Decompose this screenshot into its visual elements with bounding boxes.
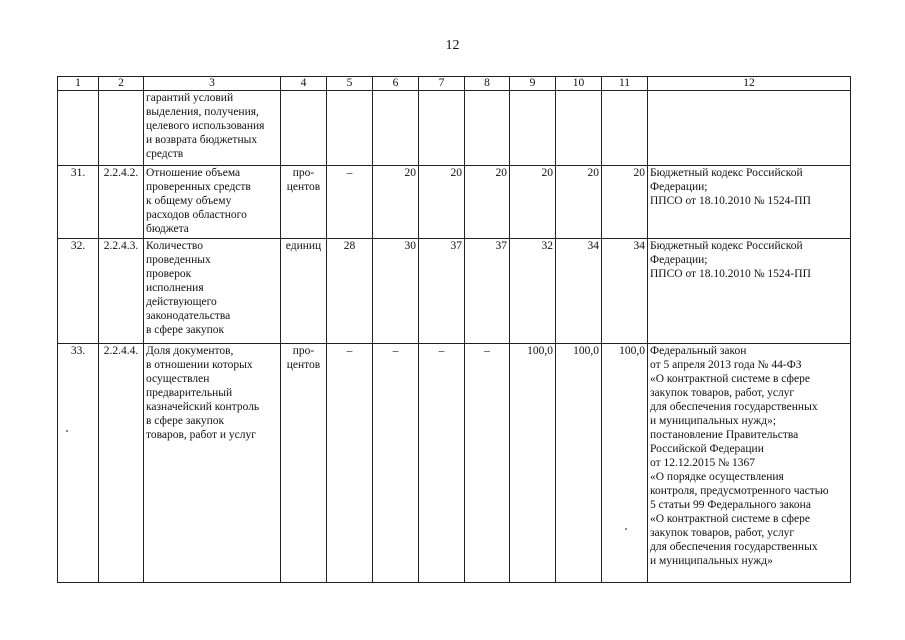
cell-value [419,91,465,166]
col-header: 11 [602,77,648,91]
cell-value: 100,0 [510,344,556,583]
cell-value: – [327,166,373,239]
basis-line: Федерации; [650,254,708,266]
cell-value [327,91,373,166]
name-line: средств [146,148,184,160]
basis-line: от 5 апреля 2013 года № 44-ФЗ [650,359,802,371]
name-line: бюджета [146,223,189,235]
cell-basis [648,91,851,166]
basis-line: закупок товаров, работ, услуг [650,527,795,539]
basis-line: постановление Правительства [650,429,799,441]
unit-line: про- [292,345,315,357]
name-line: выделения, получения, [146,106,259,118]
basis-line: Федеральный закон [650,345,747,357]
header-row [58,77,851,91]
cell-value: – [465,344,510,583]
unit-line: центов [286,181,321,193]
basis-line: и муниципальных нужд» [650,555,773,567]
col-header: 5 [327,77,373,91]
cell-unit [281,166,327,239]
scan-speck [625,528,627,530]
scan-speck [66,430,68,432]
cell-code [99,91,144,166]
cell-value [510,91,556,166]
cell-value [556,91,602,166]
cell-value: 37 [465,239,510,344]
cell-value: 100,0 [602,344,648,583]
col-header: 6 [373,77,419,91]
cell-num [58,91,99,166]
cell-value: 30 [373,239,419,344]
cell-value: 100,0 [556,344,602,583]
name-line: гарантий условий [146,92,234,104]
col-header: 9 [510,77,556,91]
col-header: 8 [465,77,510,91]
cell-code: 2.2.4.3. [99,239,144,344]
cell-value: 20 [373,166,419,239]
name-line: проведенных [146,254,211,266]
name-line: расходов областного [146,209,247,221]
basis-line: и муниципальных нужд»; [650,415,777,427]
name-line: целевого использования [146,120,265,132]
col-header: 1 [58,77,99,91]
basis-line: Российской Федерации [650,443,764,455]
name-line: казначейский контроль [146,401,260,413]
col-header: 3 [144,77,281,91]
table-row [58,344,851,583]
cell-value: 20 [465,166,510,239]
indicators-table [57,76,851,583]
name-line: к общему объему [146,195,232,207]
unit-line: про- [292,167,315,179]
name-line: в отношении которых [146,359,253,371]
cell-num: 31. [58,166,99,239]
cell-name [144,239,281,344]
cell-value: 20 [510,166,556,239]
basis-line: Федерации; [650,181,708,193]
basis-line: «О порядке осуществления [650,471,784,483]
basis-line: «О контрактной системе в сфере [650,513,810,525]
cell-value: – [327,344,373,583]
table-row [58,166,851,239]
name-line: Количество [146,240,203,252]
cell-value: – [419,344,465,583]
cell-value: 37 [419,239,465,344]
cell-value: 20 [419,166,465,239]
cell-unit [281,91,327,166]
basis-line: для обеспечения государственных [650,401,818,413]
cell-num: 33. [58,344,99,583]
cell-num: 32. [58,239,99,344]
basis-line: 5 статьи 99 Федерального закона [650,499,811,511]
col-header: 2 [99,77,144,91]
cell-name [144,344,281,583]
unit-line: единиц [285,240,322,252]
cell-name [144,91,281,166]
cell-basis [648,166,851,239]
name-line: Отношение объема [146,167,241,179]
cell-code: 2.2.4.2. [99,166,144,239]
cell-value [602,91,648,166]
cell-value: 34 [556,239,602,344]
cell-value: 20 [556,166,602,239]
name-line: Доля документов, [146,345,234,357]
cell-value: 20 [602,166,648,239]
col-header: 7 [419,77,465,91]
cell-name [144,166,281,239]
basis-line: ППСО от 18.10.2010 № 1524-ПП [650,268,811,280]
table-row [58,239,851,344]
name-line: товаров, работ и услуг [146,429,256,441]
cell-basis [648,344,851,583]
cell-basis [648,239,851,344]
cell-code: 2.2.4.4. [99,344,144,583]
name-line: исполнения [146,282,204,294]
basis-line: контроля, предусмотренного частью [650,485,829,497]
cell-unit [281,344,327,583]
basis-line: ППСО от 18.10.2010 № 1524-ПП [650,195,811,207]
cell-value [373,91,419,166]
name-line: предварительный [146,387,233,399]
name-line: и возврата бюджетных [146,134,258,146]
basis-line: «О контрактной системе в сфере [650,373,810,385]
basis-line: для обеспечения государственных [650,541,818,553]
name-line: в сфере закупок [146,324,225,336]
cell-value: 34 [602,239,648,344]
cell-value: 28 [327,239,373,344]
cell-value: 32 [510,239,556,344]
name-line: проверенных средств [146,181,251,193]
col-header: 4 [281,77,327,91]
name-line: осуществлен [146,373,210,385]
name-line: проверок [146,268,192,280]
unit-line: центов [286,359,321,371]
table-row-continuation [58,91,851,166]
cell-unit [281,239,327,344]
page-number: 12 [445,38,460,53]
basis-line: закупок товаров, работ, услуг [650,387,795,399]
name-line: законодательства [146,310,231,322]
basis-line: от 12.12.2015 № 1367 [650,457,755,469]
cell-value: – [373,344,419,583]
name-line: действующего [146,296,217,308]
basis-line: Бюджетный кодекс Российской [650,167,803,179]
col-header: 10 [556,77,602,91]
col-header: 12 [648,77,851,91]
cell-value [465,91,510,166]
basis-line: Бюджетный кодекс Российской [650,240,803,252]
name-line: в сфере закупок [146,415,225,427]
